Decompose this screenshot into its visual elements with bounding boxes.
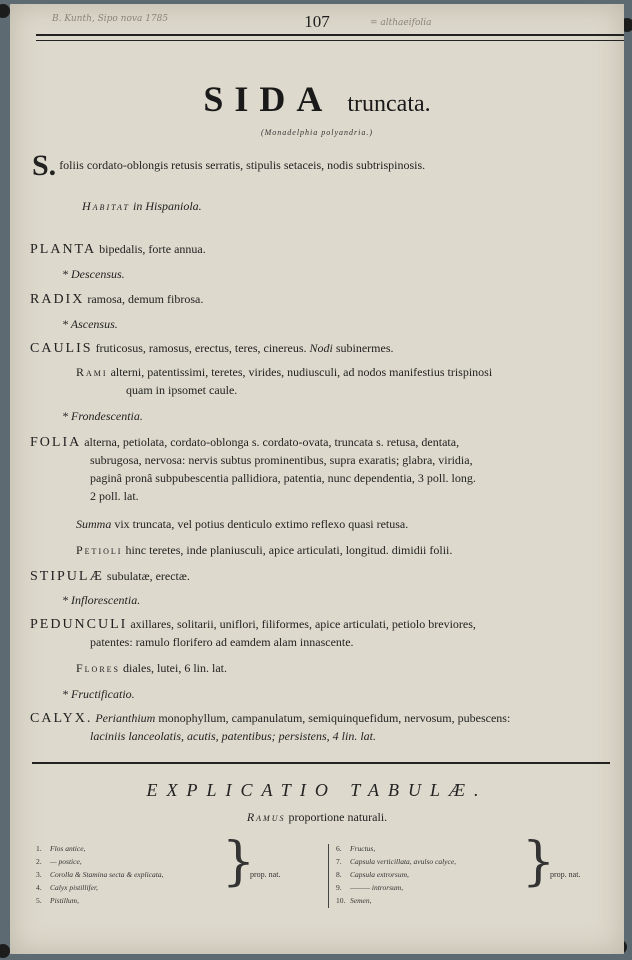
section-folia-4: 2 poll. lat. [90, 489, 139, 503]
explicatio-subtitle: Ramus proportione naturali. [246, 810, 388, 824]
section-calyx: CALYX. Perianthium monophyllum, campanulatum, semiquinquefidum, nervosum, pubescens: [30, 711, 511, 726]
section-stipulae: STIPULÆ subulatæ, erectæ. [30, 569, 190, 584]
list-item: 10. Semen, [336, 896, 372, 905]
page-number: 107 [304, 12, 330, 31]
pin-top-left [0, 4, 10, 18]
column-divider [328, 844, 329, 908]
diagnosis [32, 149, 612, 182]
list-item: 1. Flos antice, [36, 844, 86, 853]
heading-descensus: * Descensus. [62, 267, 125, 281]
prop-left: prop. nat. [250, 870, 281, 879]
figure-list-right [336, 842, 536, 907]
list-item: 5. Pistillum, [36, 896, 79, 905]
list-item: 7. Capsula verticillata, avulso calyce, [336, 857, 457, 866]
section-pedunculi-2: patentes: ramulo florifero ad eamdem alam innascente. [90, 635, 354, 649]
heading-inflorescentia: * Inflorescentia. [62, 593, 141, 607]
figure-list-left [36, 842, 236, 907]
section-pedunculi: PEDUNCULI axillares, solitarii, uniflori, filiformes, apice articulati, petiolo breviores, [30, 617, 476, 632]
section-rami-2: quam in ipsomet caule. [126, 383, 238, 397]
section-caulis: CAULIS fruticosus, ramosus, erectus, teres, cinereus. Nodi subinermes. [30, 341, 394, 356]
explicatio-rule [32, 762, 610, 764]
section-radix: RADIX ramosa, demum fibrosa. [30, 292, 204, 307]
brace-right: } [522, 832, 556, 892]
section-flores: Flores diales, lutei, 6 lin. lat. [76, 661, 227, 675]
heading-ascensus: * Ascensus. [62, 317, 118, 331]
class-label: (Monadelphia polyandria.) [260, 128, 374, 137]
section-petioli: Petioli hinc teretes, inde planiusculi, apice articulati, longitud. dimidii folii. [76, 543, 453, 557]
heading-fructificatio: * Fructificatio. [62, 687, 135, 701]
heading-frondescentia: * Frondescentia. [62, 409, 143, 423]
list-item: 6. Fructus, [336, 844, 376, 853]
diagnosis-text: foliis cordato-oblongis retusis serratis, stipulis setaceis, nodis subtrispinosis. [59, 158, 426, 172]
diagnosis-initial: S. [32, 149, 57, 182]
list-item: 3. Corolla & Stamina secta & explicata, [36, 870, 164, 879]
top-rule-2 [36, 40, 624, 41]
list-item: 9. ——— introrsum, [336, 883, 404, 892]
herbarium-page [10, 4, 624, 954]
list-item: 8. Capsula extrorsum, [336, 870, 409, 879]
section-summa: Summa vix truncata, vel potius denticulo extimo reflexo quasi retusa. [76, 517, 409, 531]
section-calyx-2: laciniis lanceolatis, acutis, patentibus; persistens, 4 lin. lat. [90, 729, 376, 743]
margin-note-right: = althaeifolia [370, 18, 432, 28]
species-name: truncata. [347, 91, 431, 117]
page-title [10, 78, 624, 120]
brace-left: } [222, 832, 256, 892]
list-item: 4. Calyx pistillifer, [36, 883, 98, 892]
section-folia-2: subrugosa, nervosa: nervis subtus prominentibus, supra exaratis; glabra, viridia, [90, 453, 473, 467]
section-rami: Rami alterni, patentissimi, teretes, virides, nudiusculi, ad nodos manifestius trispinosi [76, 365, 493, 379]
pin-bottom-left [0, 944, 10, 958]
top-rule [36, 34, 624, 36]
prop-right: prop. nat. [550, 870, 581, 879]
section-folia: FOLIA alterna, petiolata, cordato-oblonga s. cordato-ovata, truncata s. retusa, dentata, [30, 435, 460, 450]
margin-note-left: B. Kunth, Sipo nova 1785 [52, 14, 169, 24]
explicatio-title: EXPLICATIO TABULÆ. [146, 780, 488, 800]
habitat: Habitat in Hispaniola. [82, 199, 202, 213]
list-item: 2. — postice, [36, 857, 82, 866]
genus-name: SIDA [203, 79, 334, 119]
section-planta: PLANTA bipedalis, forte annua. [30, 242, 206, 257]
section-folia-3: paginâ pronâ subpubescentia pallidiora, patentia, nunc dependentia, 3 poll. long. [90, 471, 476, 485]
